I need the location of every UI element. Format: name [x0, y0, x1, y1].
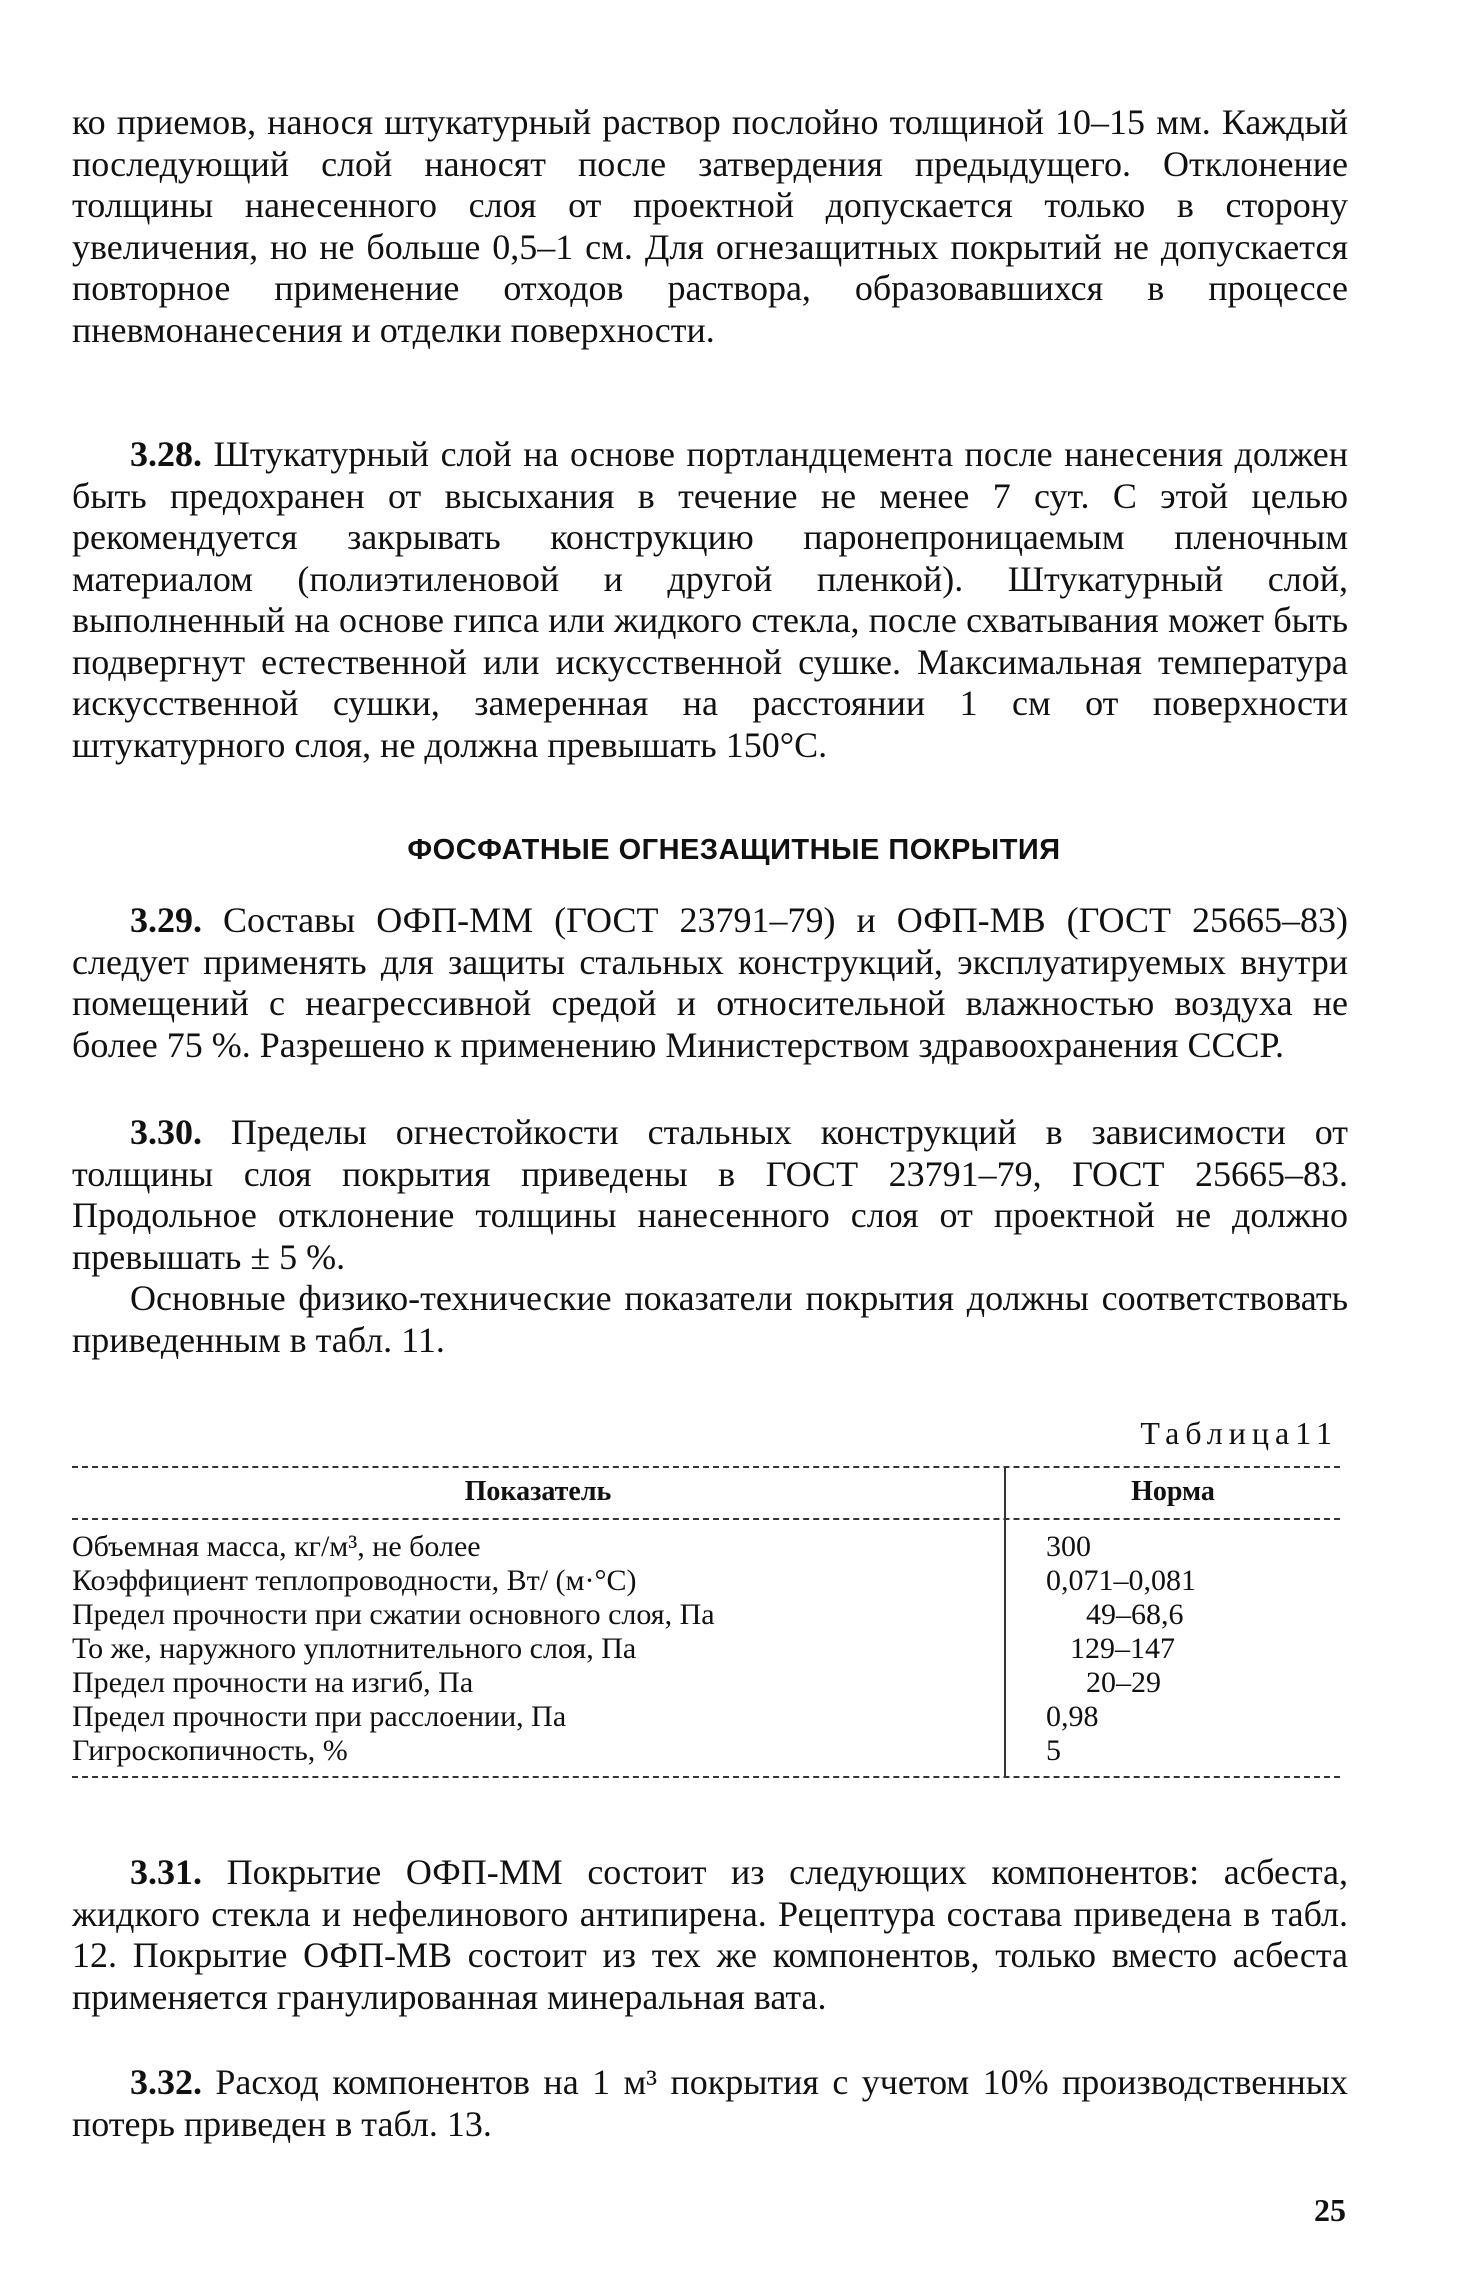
clause-text: Пределы огнестойкости стальных конструкций в зависимости от толщины слоя покрытия приведены в ГОСТ 23791–79, ГОСТ 25665–83. Продольное отклонение толщины нанесенного слоя от проектной не должно превышать ± 5 %. — [72, 1112, 1348, 1277]
table-row-value: 49–68,6 — [1086, 1598, 1184, 1631]
paragraph-basic-properties: Основные физико-технические показатели покрытия должны соответствовать приведенным в табл. 11. — [72, 1278, 1348, 1360]
table-row-value: 20–29 — [1086, 1666, 1161, 1699]
clause-text: Покрытие ОФП-ММ состоит из следующих компонентов: асбеста, жидкого стекла и нефелинового антипирена. Рецептура состава приведена в табл. 12. Покрытие ОФП-МВ состоит из тех же компонентов, только вместо асбеста применяется гранулированная минеральная вата. — [72, 1852, 1348, 2017]
clause-text: Штукатурный слой на основе портландцемента после нанесения должен быть предохранен от высыхания в течение не менее 7 сут. С этой целью рекомендуется закрывать конструкцию паронепроницаемым пленочным материалом (полиэтиленовой и другой пленкой). Штукатурный слой, выполненный на основе гипса или жидкого стекла, после схватывания может быть подвергнут естественной или искусственной сушке. Максимальная температура искусственной сушки, замеренная на расстоянии 1 см от поверхности штукатурного слоя, не должна превышать 150°С. — [72, 434, 1348, 765]
paragraph-3-29 — [72, 900, 1348, 1066]
properties-table — [72, 1466, 1340, 1778]
page-number: 25 — [1314, 2192, 1346, 2228]
table-row-value: 300 — [1046, 1530, 1091, 1563]
clause-number: 3.29. — [130, 900, 202, 940]
paragraph-3-32 — [72, 2062, 1348, 2145]
clause-number: 3.28. — [130, 434, 202, 474]
table-row-label: Коэффициент теплопроводности, Вт/ (м·°С) — [72, 1564, 637, 1597]
section-heading: ФОСФАТНЫЕ ОГНЕЗАЩИТНЫЕ ПОКРЫТИЯ — [407, 834, 1061, 866]
table-row-label: Предел прочности на изгиб, Па — [72, 1666, 474, 1699]
header-indicator: Показатель — [72, 1468, 1006, 1518]
paragraph-3-30 — [72, 1112, 1348, 1278]
table-row-value: 0,071–0,081 — [1046, 1564, 1196, 1597]
clause-number: 3.31. — [130, 1852, 202, 1892]
clause-text: Расход компонентов на 1 м³ покрытия с учетом 10% производственных потерь приведен в табл. 13. — [72, 2062, 1348, 2144]
paragraph-3-28 — [72, 434, 1348, 766]
table-bottom-rule — [72, 1776, 1340, 1778]
table-row-label: Предел прочности при расслоении, Па — [72, 1700, 567, 1733]
paragraph-continuation: ко приемов, нанося штукатурный раствор послойно толщиной 10–15 мм. Каждый последующий слой наносят после затвердения предыдущего. Отклонение толщины нанесенного слоя от проектной допускается только в сторону увеличения, но не больше 0,5–1 см. Для огнезащитных покрытий не допускается повторное применение отходов раствора, образовавшихся в процессе пневмонанесения и отделки поверхности. — [72, 102, 1348, 350]
clause-number: 3.30. — [130, 1112, 202, 1152]
clause-number: 3.32. — [130, 2062, 202, 2102]
table-row-label: То же, наружного уплотнительного слоя, Па — [72, 1632, 637, 1665]
table-row-label: Объемная масса, кг/м³, не более — [72, 1530, 481, 1563]
clause-text: Составы ОФП-ММ (ГОСТ 23791–79) и ОФП-МВ (ГОСТ 25665–83) следует применять для защиты стальных конструкций, эксплуатируемых внутри помещений с неагрессивной средой и относительной влажностью воздуха не более 75 %. Разрешено к применению Министерством здравоохранения СССР. — [72, 900, 1348, 1065]
paragraph-3-31 — [72, 1852, 1348, 2018]
table-row-value: 129–147 — [1070, 1632, 1175, 1665]
table-header-row — [72, 1468, 1340, 1518]
table-caption: Таблица11 — [1140, 1415, 1338, 1451]
table-row-value: 5 — [1046, 1734, 1061, 1767]
table-row-label: Предел прочности при сжатии основного слоя, Па — [72, 1598, 715, 1631]
header-norm: Норма — [1131, 1476, 1215, 1507]
table-row-value: 0,98 — [1046, 1700, 1099, 1733]
table-row-label: Гигроскопичность, % — [72, 1734, 348, 1767]
indicator-column — [72, 1520, 1006, 1776]
table-body — [72, 1520, 1340, 1776]
norm-column — [1006, 1520, 1340, 1776]
